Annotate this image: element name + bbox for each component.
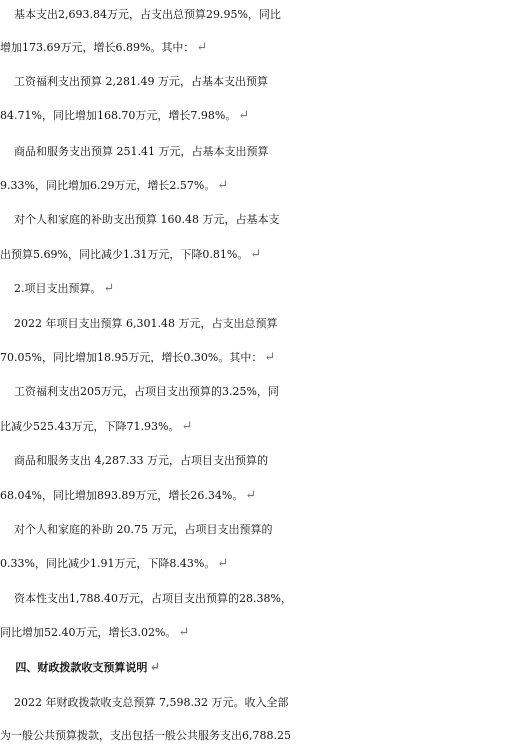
text-line xyxy=(0,344,526,372)
line-text: 70.05%，同比增加18.95万元，增长0.30%。其中： xyxy=(0,351,263,364)
line-text: 工资福利支出预算 2,281.49 万元，占基本支出预算 xyxy=(0,75,268,88)
paragraph-mark-icon: ↵ xyxy=(178,625,190,640)
paragraph-mark-icon: ↵ xyxy=(181,419,193,434)
line-text: 比减少525.43万元，下降71.93%。 xyxy=(0,420,180,433)
line-text: 对个人和家庭的补助 20.75 万元，占项目支出预算的 xyxy=(0,523,273,536)
paragraph-mark-icon: ↵ xyxy=(196,40,208,55)
text-line xyxy=(0,102,526,130)
line-text: 9.33%，同比增加6.29万元，增长2.57%。 xyxy=(0,179,216,192)
text-line xyxy=(0,1,526,29)
text-line xyxy=(0,68,526,96)
paragraph-mark-icon: ↵ xyxy=(149,660,161,675)
line-text: 商品和服务支出 4,287.33 万元，占项目支出预算的 xyxy=(0,454,268,467)
paragraph-mark-icon: ↵ xyxy=(250,247,262,262)
line-text: 2022 年财政拨款收支总预算 7,598.32 万元。收入全部 xyxy=(0,696,289,709)
line-text: 0.33%，同比减少1.91万元，下降8.43%。 xyxy=(0,557,216,570)
text-line xyxy=(0,482,526,510)
text-line xyxy=(0,413,526,441)
line-text: 为一般公共预算拨款，支出包括一般公共服务支出6,788.25 xyxy=(0,729,291,742)
text-line xyxy=(0,689,526,717)
text-line xyxy=(0,585,526,613)
section-heading xyxy=(0,654,526,682)
line-text: 84.71%，同比增加168.70万元，增长7.98%。 xyxy=(0,109,237,122)
line-text: 对个人和家庭的补助支出预算 160.48 万元，占基本支 xyxy=(0,213,280,226)
line-text: 2.项目支出预算。 xyxy=(0,282,102,295)
line-text: 增加173.69万元，增长6.89%。其中： xyxy=(0,41,195,54)
text-line xyxy=(0,241,526,269)
text-line xyxy=(0,275,526,303)
line-text: 出预算5.69%，同比减少1.31万元，下降0.81%。 xyxy=(0,248,249,261)
line-text: 基本支出2,693.84万元，占支出总预算29.95%，同比 xyxy=(0,8,281,21)
text-line xyxy=(0,516,526,544)
line-text: 资本性支出1,788.40万元，占项目支出预算的28.38%， xyxy=(0,592,292,605)
text-line xyxy=(0,206,526,234)
line-text: 商品和服务支出预算 251.41 万元，占基本支出预算 xyxy=(0,145,269,158)
text-line xyxy=(0,310,526,338)
line-text: 工资福利支出205万元，占项目支出预算的3.25%，同 xyxy=(0,385,279,398)
heading-text: 四、财政拨款收支预算说明 xyxy=(0,661,148,674)
paragraph-mark-icon: ↵ xyxy=(245,488,257,503)
text-line xyxy=(0,34,526,62)
line-text: 68.04%，同比增加893.89万元，增长26.34%。 xyxy=(0,489,244,502)
text-line xyxy=(0,722,526,750)
paragraph-mark-icon: ↵ xyxy=(238,108,250,123)
text-line xyxy=(0,138,526,166)
text-line xyxy=(0,172,526,200)
text-line xyxy=(0,619,526,647)
text-line xyxy=(0,447,526,475)
line-text: 同比增加52.40万元，增长3.02%。 xyxy=(0,626,177,639)
paragraph-mark-icon: ↵ xyxy=(103,281,115,296)
text-line xyxy=(0,378,526,406)
paragraph-mark-icon: ↵ xyxy=(217,178,229,193)
text-line xyxy=(0,550,526,578)
paragraph-mark-icon: ↵ xyxy=(217,556,229,571)
line-text: 2022 年项目支出预算 6,301.48 万元，占支出总预算 xyxy=(0,317,278,330)
paragraph-mark-icon: ↵ xyxy=(264,350,276,365)
